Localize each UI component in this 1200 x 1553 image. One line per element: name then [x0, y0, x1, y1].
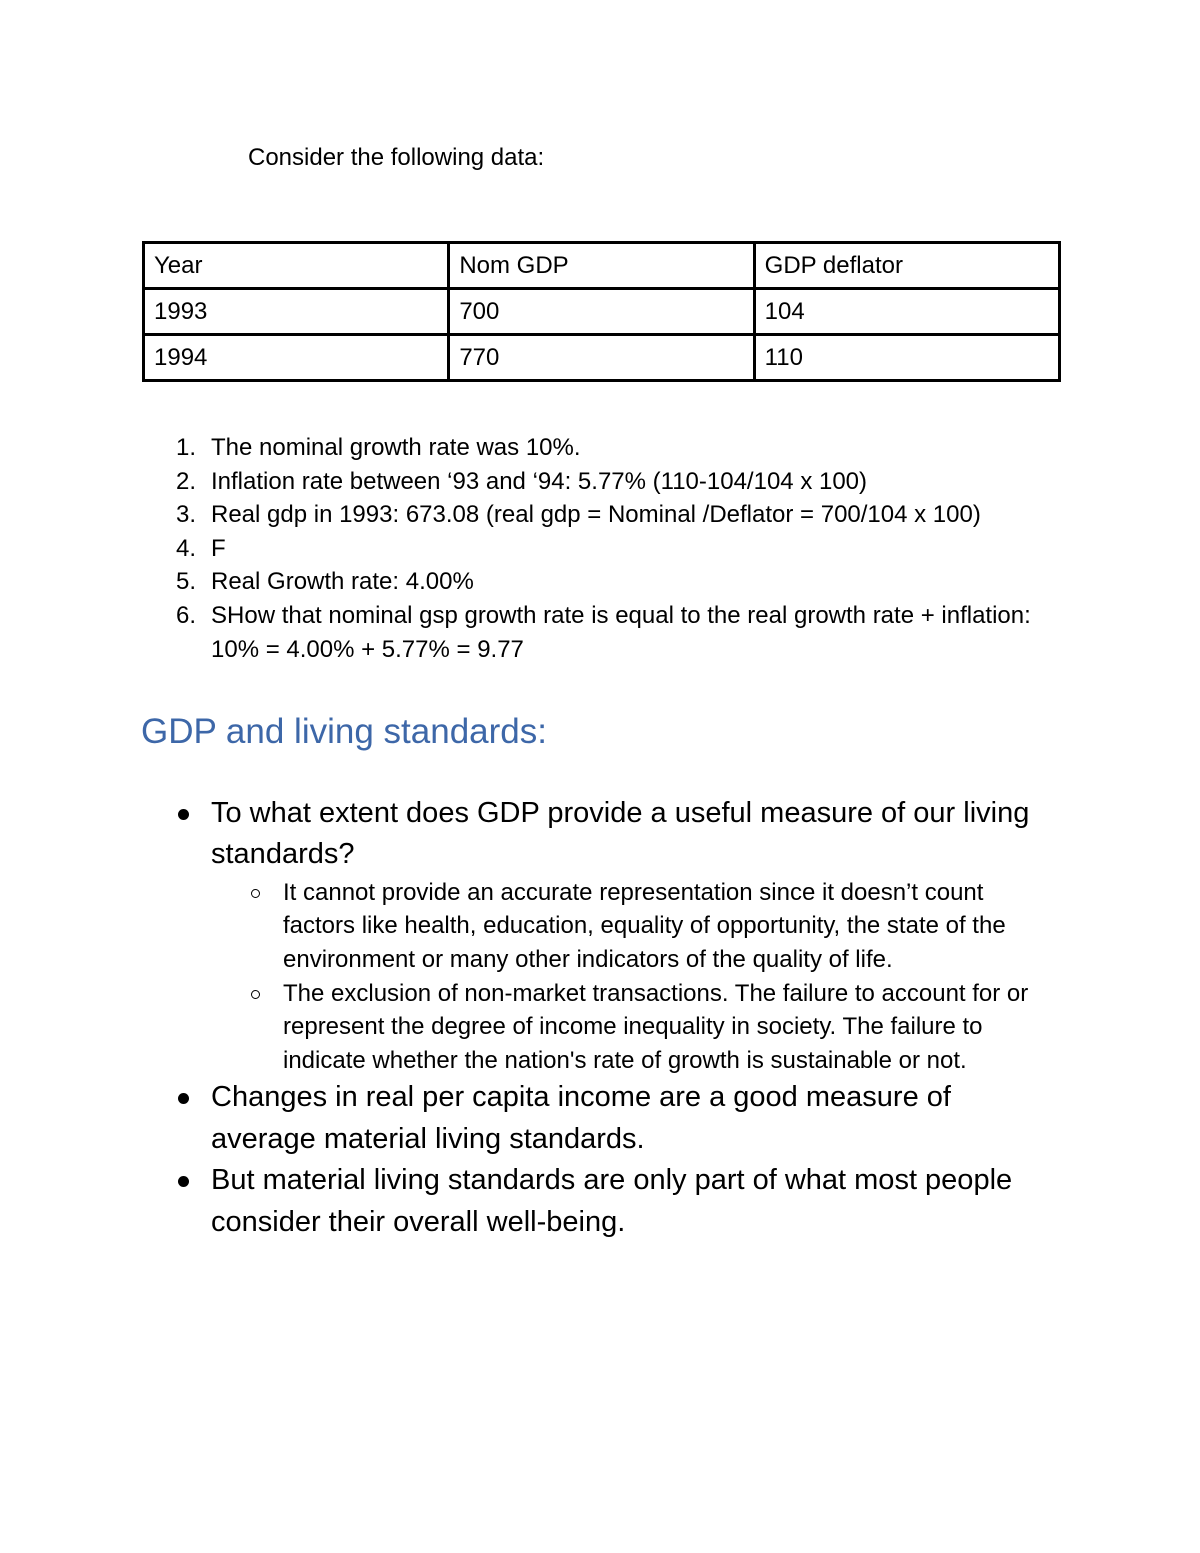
table-cell: 1994: [144, 335, 449, 381]
sub-bullet-list: [211, 876, 1050, 1078]
list-number: 5.: [176, 568, 197, 596]
section-heading: GDP and living standards:: [141, 712, 547, 751]
bullet-list: [170, 793, 1050, 1243]
table-header-row: [144, 243, 1060, 289]
answer-list: [170, 431, 1050, 666]
list-item-text: SHow that nominal gsp growth rate is equal to the real growth rate + inflation: 10% = 4.00% + 5.77% = 9.77: [211, 601, 1031, 663]
list-number: 6.: [176, 601, 197, 629]
list-item-text: The nominal growth rate was 10%.: [211, 434, 581, 461]
table-cell: 110: [754, 335, 1059, 381]
table-cell: 1993: [144, 289, 449, 335]
bullet-ring-icon: [251, 889, 260, 898]
list-item-text: Real Growth rate: 4.00%: [211, 568, 474, 596]
table-cell: 770: [449, 335, 754, 381]
bullet-dot-icon: [178, 809, 189, 820]
intro-text: Consider the following data:: [248, 144, 545, 171]
list-number: 1.: [176, 434, 197, 461]
table-row: [144, 289, 1060, 335]
gdp-data-table: [142, 241, 1061, 382]
bullet-text: But material living standards are only part of what most people consider their overall well-being.: [211, 1164, 1013, 1238]
sub-bullet-text: It cannot provide an accurate representation since it doesn’t count factors like health, education, equality of opportunity, the state of the environment or many other indicators of the quality of life.: [283, 878, 1006, 973]
table-header-cell: Year: [144, 243, 449, 289]
list-number: 2.: [176, 467, 197, 495]
table-cell: 104: [754, 289, 1059, 335]
list-item-text: Inflation rate between ‘93 and ‘94: 5.77% (110-104/104 x 100): [211, 467, 868, 495]
bullet-item: [170, 1077, 1050, 1160]
bullet-dot-icon: [178, 1176, 189, 1187]
list-item: [170, 532, 1050, 566]
bullet-item: [170, 793, 1050, 1077]
bullet-text: To what extent does GDP provide a useful measure of our living standards?: [211, 797, 1030, 871]
bullet-dot-icon: [178, 1093, 189, 1104]
list-item: [170, 565, 1050, 599]
list-item-text: Real gdp in 1993: 673.08 (real gdp = Nominal /Deflator = 700/104 x 100): [211, 501, 981, 529]
table-cell: 700: [449, 289, 754, 335]
list-number: 4.: [176, 534, 197, 562]
table-header-cell: Nom GDP: [449, 243, 754, 289]
list-item: [170, 465, 1050, 499]
list-item: [170, 431, 1050, 465]
sub-bullet-item: [211, 977, 1050, 1078]
sub-bullet-item: [211, 876, 1050, 977]
bullet-text: Changes in real per capita income are a good measure of average material living standards.: [211, 1081, 951, 1155]
sub-bullet-text: The exclusion of non-market transactions. The failure to account for or represent the degree of income inequality in society. The failure to indicate whether the nation's rate of growth is sustainable or not.: [283, 979, 1029, 1074]
table-header-cell: GDP deflator: [754, 243, 1059, 289]
list-item: [170, 599, 1050, 666]
bullet-item: [170, 1160, 1050, 1243]
list-item-text: F: [211, 534, 226, 562]
list-item: [170, 498, 1050, 532]
list-number: 3.: [176, 501, 197, 529]
table-row: [144, 335, 1060, 381]
bullet-ring-icon: [251, 990, 260, 999]
